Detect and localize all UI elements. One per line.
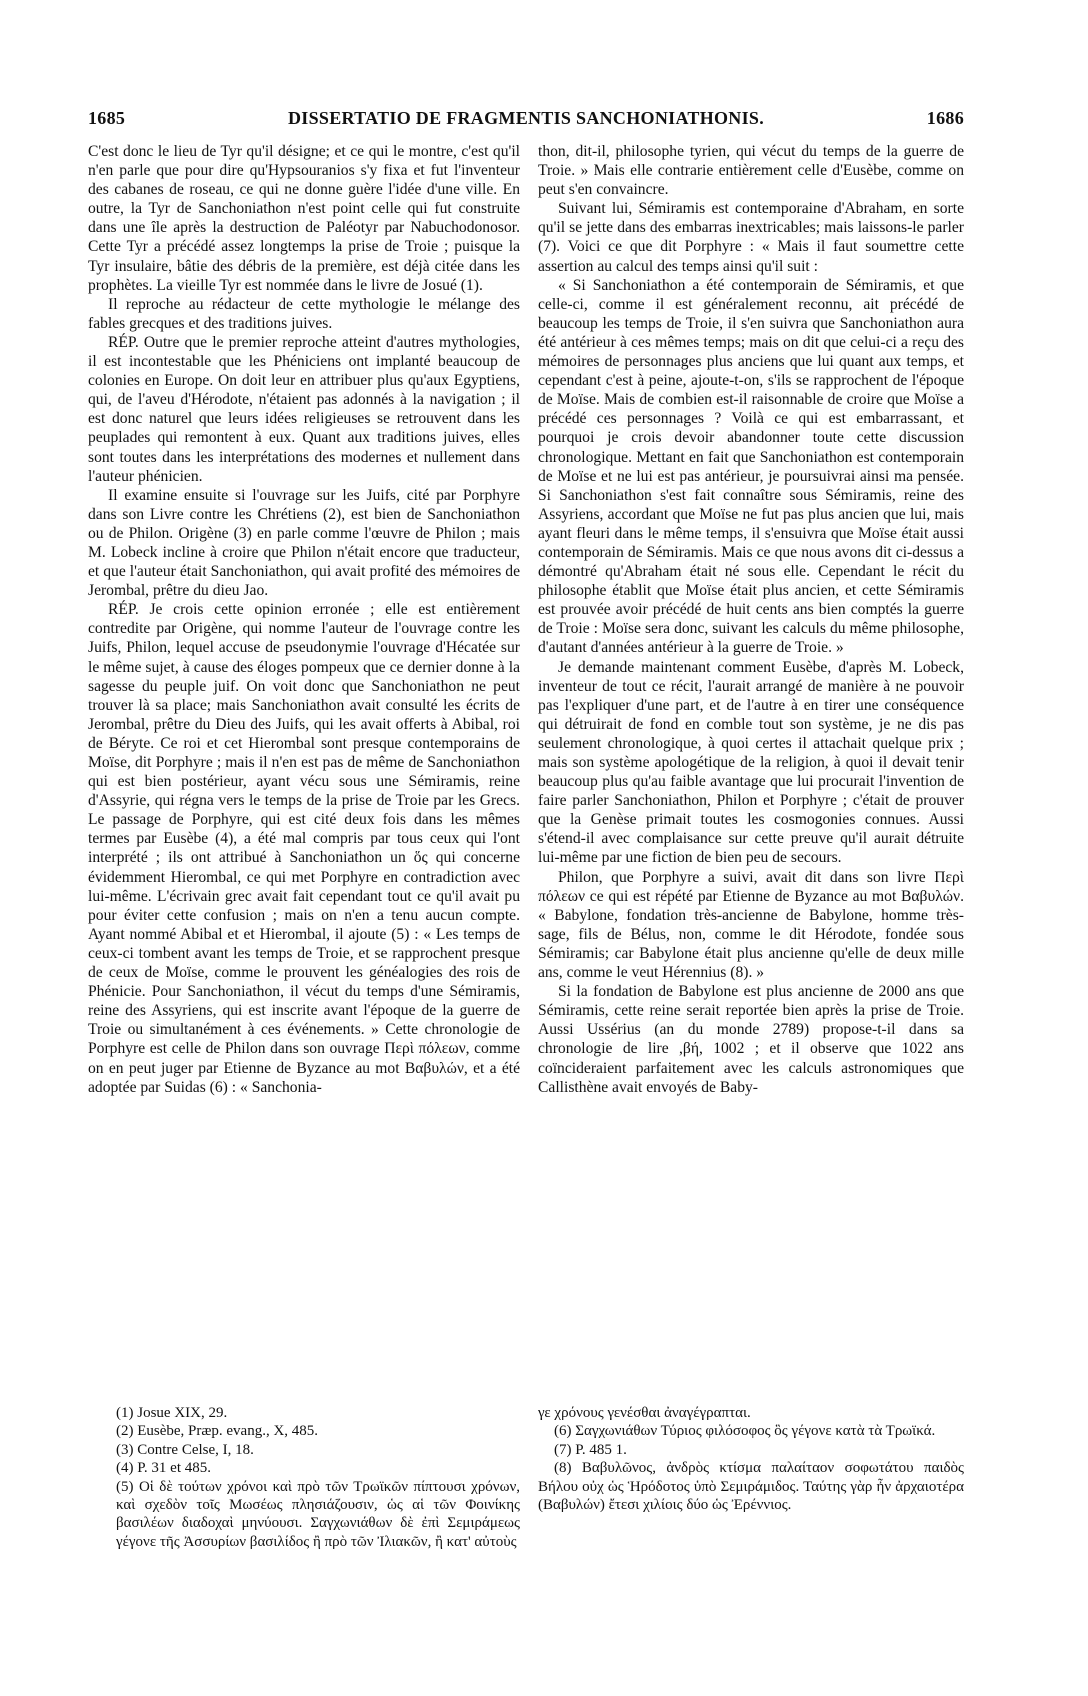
right-column [538,142,964,1097]
footnotes-left [116,1404,520,1551]
paragraph: C'est donc le lieu de Tyr qu'il désigne; et ce qui le montre, c'est qu'il n'en parle que pour dire qu'Hypsouranios s'y fixa et fut l'inventeur des cabanes de roseau, ce qui ne donne guère l'idée d'une ville. En outre, la Tyr de Sanchoniathon n'est point celle qui fut construite dans une île après la destruction de Paléotyr par Nabuchodonosor. Cette Tyr a précédé assez longtemps la prise de Troie ; puisque la Tyr insulaire, bâtie des débris de la première, est déjà citée dans les prophètes. La vieille Tyr est nommée dans le livre de Josué (1). [88,143,520,294]
footnote: (8) Βαβυλῶνος, ἀνδρὸς κτίσμα παλαίταον σοφωτάτου παιδὸς Βήλου οὐχ ὡς Ἡρόδοτος ὑπὸ Σεμιράμιδος. Ταύτης γὰρ ἦν ἀρχαιοτέρα (Βαβυλών) ἔτεσι χιλίοις δύο ὡς Ἐρέννιος. [538,1460,964,1514]
page-number-left: 1685 [88,108,126,128]
paragraph: Il reproche au rédacteur de cette mythologie le mélange des fables grecques et des traditions juives. [88,295,520,332]
running-head [88,108,964,134]
paragraph: Philon, que Porphyre a suivi, avait dit dans son livre Περὶ πόλεων ce qui est répété par Etienne de Byzance au mot Βαβυλών. « Babylone, fondation très-ancienne de Babylone, homme très-sage, fils de Bélus, non, comme le dit Hérodote, fondée sous Sémiramis; car Babylone était plus ancienne qu'elle de deux mille ans, comme le veut Hérennius (8). » [538,868,964,982]
footnote: (1) Josue XIX, 29. [116,1405,228,1421]
page-number-right: 1686 [926,108,964,128]
running-title: DISSERTATIO DE FRAGMENTIS SANCHONIATHONIS. [287,108,765,128]
footnote: (7) P. 485 1. [554,1441,627,1458]
paragraph: Il examine ensuite si l'ouvrage sur les Juifs, cité par Porphyre dans son Livre contre les Chrétiens (2), est bien de Sanchoniathon ou de Philon. Origène (3) en parle comme l'œuvre de Philon ; mais M. Lobeck incline à croire que Philon n'était encore que traducteur, et que l'auteur était Sanchoniathon, qui avait profité des mémoires de Jerombal, prêtre du dieu Jao. [88,486,520,600]
footnote: γε χρόνους γενέσθαι ἀναγέγραπται. [538,1405,751,1421]
footnote: (3) Contre Celse, I, 18. [116,1441,254,1458]
footnotes-right [538,1404,964,1514]
footnote: (6) Σαγχωνιάθων Τύριος φιλόσοφος ὃς γέγονε κατὰ τὰ Τρωϊκά. [554,1423,936,1440]
left-column [88,142,520,1097]
footnote: (2) Eusèbe, Præp. evang., X, 485. [116,1423,319,1440]
paragraph: « Si Sanchoniathon a été contemporain de Sémiramis, et que celle-ci, comme il est généralement reconnu, ait précédé de beaucoup les temps de Troie, il s'en suivra que Sanchoniathon aura été antérieur à ces mêmes temps; mais on dit que celui-ci a reçu des mémoires de personnages plus anciens que lui quant aux temps, et cependant c'est à peine, ajoute-t-on, s'ils se rapprochent de l'époque de Moïse. Mais de combien est-il raisonnable de croire que Moïse a précédé ces personnages ? Voilà ce qui est embarrassant, et pourquoi je crois devoir abandonner toute cette discussion chronologique. Mettant en fait que Sanchoniathon est contemporain de Moïse et ne lui est pas antérieur, je poursuivrai ainsi ma pensée. Si Sanchoniathon s'est fait connaître sous Sémiramis, reine des Assyriens, accordant que Moïse ne fut pas plus ancien que lui, mais ayant fleuri dans le même temps, il s'ensuivra que Moïse était aussi contemporain de Sémiramis. Mais ce que nous avons dit ci-dessus a démontré qu'Abraham était né sous elle. Cependant le récit du philosophe établit que Moïse était plus ancien, et cette Sémiramis est prouvée avoir précédé de huit cents ans bien comptés la guerre de Troie : Moïse sera donc, suivant les calculs du même philosophe, d'autant d'années antérieur à la guerre de Troie. » [538,276,964,657]
paragraph: Si la fondation de Babylone est plus ancienne de 2000 ans que Sémiramis, cette reine serait reportée bien après la prise de Troie. Aussi Ussérius (an du monde 2789) propose-t-il dans sa chronologie de lire ,βή, 1002 ; et il observe que 1022 ans coïncideraient parfaitement avec les calculs astronomiques que Callisthène avait envoyés de Baby- [538,983,964,1096]
footnote: (4) P. 31 et 485. [116,1460,211,1477]
footnote: (5) Οἱ δὲ τούτων χρόνοι καὶ πρὸ τῶν Τρωϊκῶν πίπτουσι χρόνων, καὶ σχεδὸν τοῖς Μωσέως πλησιάζουσιν, ὡς αἱ τῶν Φοινίκης βασιλέων διαδοχαὶ μηνύουσι. Σαγχωνιάθων δὲ ἐπὶ Σεμιράμεως γέγονε τῆς Ἀσσυρίων βασιλίδος ἢ πρὸ τῶν Ἰλιακῶν, ἢ κατ' αὐτοὺς [116,1478,520,1550]
paragraph: Je demande maintenant comment Eusèbe, d'après M. Lobeck, inventeur de tout ce récit, l'aurait arrangé de manière à ne pouvoir pas l'expliquer d'une part, et de l'autre à en tirer une conséquence qui détruirait de fond en comble tout son système, je ne dis pas seulement chronologique, à quoi certes il attachait quelque prix ; mais son système apologétique de la religion, à quoi il devait tenir beaucoup plus qu'au faible avantage que lui procurait l'invention de faire parler Sanchoniathon, Philon et Porphyre ; c'était de prouver que la Genèse primait toutes les cosmogonies connues. Aussi s'étend-il avec complaisance sur cette preuve qu'il aurait détruite lui-même par une fiction de bien peu de secours. [538,658,964,867]
paragraph: thon, dit-il, philosophe tyrien, qui vécut du temps de la guerre de Troie. » Mais elle contrarie entièrement celle d'Eusèbe, comme on peut s'en convaincre. [538,143,964,199]
paragraph: Suivant lui, Sémiramis est contemporaine d'Abraham, en sorte qu'il se jette dans des embarras inextricables; mais laissons-le parler (7). Voici ce que dit Porphyre : « Mais il faut soumettre cette assertion au calcul des temps ainsi qu'il suit : [538,200,964,275]
paragraph: RÉP. Je crois cette opinion erronée ; elle est entièrement contredite par Origène, qui nomme l'auteur de l'ouvrage contre les Juifs, Philon, lequel accuse de pseudonymie l'ouvrage d'Hécatée sur le même sujet, à cause des éloges pompeux que ce dernier donne à la sagesse du peuple juif. On voit donc que Sanchoniathon ne peut trouver là sa place; mais Sanchoniathon avait consulté les écrits de Jerombal, prêtre du Dieu des Juifs, qui les avait offerts à Abibal, roi de Béryte. Ce roi et cet Hierombal sont presque contemporains de Moïse, dit Porphyre ; mais il n'en est pas de même de Sanchoniathon qui est bien postérieur, ayant vécu sous une Sémiramis, reine d'Assyrie, qui régna vers le temps de la prise de Troie par les Grecs. Le passage de Porphyre, qui est cité deux fois dans les mêmes termes par Eusèbe (4), a été mal compris par tous ceux qui l'ont interprété ; ils ont attribué à Sanchoniathon un ὅς qui concerne évidemment Hierombal, ce qui met Porphyre en contradiction avec lui-même. L'écrivain grec avait fait cependant tout ce qu'il avait pu pour éviter cette confusion ; mais on n'en a tenu aucun compte. Ayant nommé Abibal et et Hierombal, il ajoute (5) : « Les temps de ceux-ci tombent avant les temps de Troie, et se rapprochent presque de ceux de Moïse, comme le prouvent les généalogies des rois de Phénicie. Pour Sanchoniathon, il vécut du temps d'une Sémiramis, reine des Assyriens, qui est inscrite avant l'époque de la guerre de Troie ou simultanément à ces événements. » Cette chronologie de Porphyre est celle de Philon dans son ouvrage Περὶ πόλεων, comme on en peut juger par Etienne de Byzance au mot Βαβυλών, et a été adoptée par Suidas (6) : « Sanchonia- [88,601,520,1096]
paragraph: RÉP. Outre que le premier reproche atteint d'autres mythologies, il est incontestable que les Phéniciens ont implanté beaucoup de colonies en Europe. On doit leur en attribuer plus qu'aux Egyptiens, qui, de l'aveu d'Hérodote, n'étaient pas adonnés à la navigation ; il est donc naturel que leurs idées religieuses se retrouvent dans les peuplades qui remontent à eux. Quant aux traditions juives, elles sont toutes dans les interprétations des modernes et nullement dans l'auteur phénicien. [88,333,520,485]
